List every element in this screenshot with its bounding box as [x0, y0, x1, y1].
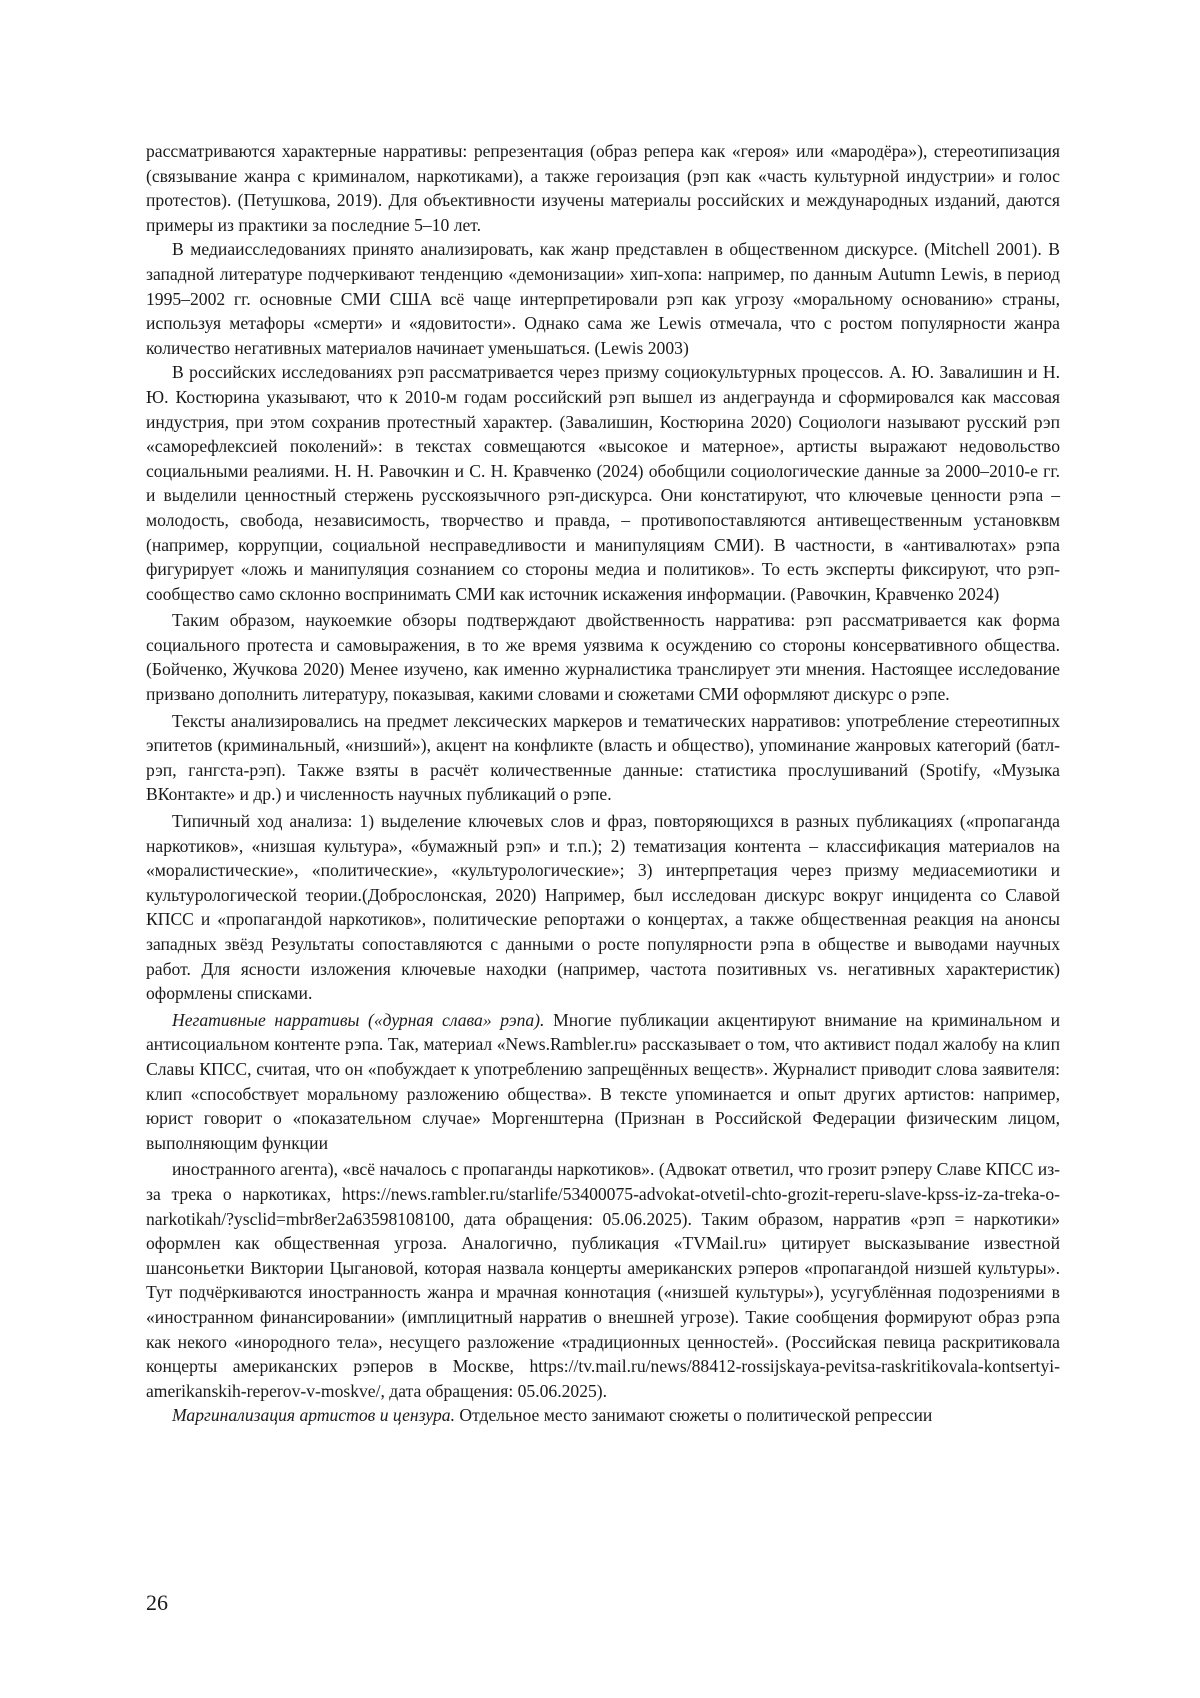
- paragraph-marginalization: [146, 1403, 1060, 1428]
- paragraph-media-research: [146, 237, 1060, 360]
- paragraph-lead-heading: Маргинализация артистов и цензура.: [172, 1405, 455, 1426]
- paragraph-russian-research: [146, 360, 1060, 606]
- paragraph-negative-narratives-continued: [146, 1157, 1060, 1403]
- paragraph-text: Отдельное место занимают сюжеты о политической репрессии: [454, 1405, 933, 1426]
- paragraph-text: Тексты анализировались на предмет лексических маркеров и тематических нарративов: употребление стереотипных эпитетов (криминальный, «низший»), акцент на конфликте (власть и общество), упоминание жанровых категорий (батл-рэп, гангста-рэп). Также взяты в расчёт количественные данные: статистика прослушиваний (Spotify, «Музыка ВКонтакте» и др.) и численность научных публикаций о рэпе.: [146, 710, 1060, 805]
- paragraph-summary: [146, 608, 1060, 706]
- paragraph-analysis: [146, 809, 1060, 1006]
- paragraph-text: рассматриваются характерные нарративы: репрезентация (образ репера как «героя» или «мародёра»), стереотипизация (связывание жанра с криминалом, наркотиками), а также героизация (рэп как «часть культурной индустрии» и голос протестов). (Петушкова, 2019). Для объективности изучены материалы российских и международных изданий, даются примеры из практики за последние 5–10 лет.: [146, 141, 1060, 235]
- page-number: 26: [146, 1590, 168, 1615]
- paragraph-negative-narratives: [146, 1008, 1060, 1156]
- paragraph-continued: [146, 139, 1060, 237]
- paragraph-text: В медиаисследованиях принято анализировать, как жанр представлен в общественном дискурсе. (Mitchell 2001). В западной литературе подчеркивают тенденцию «демонизации» хип-хопа: например, по данным Autumn Lewis, в период 1995–2002 гг. основные СМИ США всё чаще интерпретировали рэп как угрозу «моральному основанию» страны, используя метафоры «смерти» и «ядовитости». Однако сама же Lewis отмечала, что с ростом популярности жанра количество негативных материалов начинает уменьшаться. (Lewis 2003): [146, 239, 1060, 358]
- paragraph-text: Многие публикации акцентируют внимание на криминальном и антисоциальном контенте рэпа. Так, материал «News.Rambler.ru» рассказывает о том, что активист подал жалобу на клип Славы КПСС, считая, что он «побуждает к употреблению запрещённых веществ». Журналист приводит слова заявителя: клип «способствует моральному разложению общества». В тексте упоминается и опыт других артистов: например, юрист говорит о «показательном случае» Моргенштерна (Признан в Российской Федерации физическим лицом, выполняющим функции: [146, 1009, 1060, 1153]
- paragraph-methods: [146, 709, 1060, 807]
- paragraph-text: иностранного агента), «всё началось с пропаганды наркотиков». (Адвокат ответил, что грозит рэперу Славе КПСС из-за трека о наркотиках, https://news.rambler.ru/starlife/53400075-advokat-otvetil-chto-grozit-reperu-slave-kpss-iz-za-treka-o-narkotikah/?ysclid=mbr8er2a63598108100, дата обращения: 05.06.2025). Таким образом, нарратив «рэп = наркотики» оформлен как общественная угроза. Аналогично, публикация «TVMail.ru» цитирует высказывание известной шансоньетки Виктории Цыгановой, которая назвала концерты американских рэперов «пропагандой низшей культуры». Тут подчёркиваются иностранность жанра и мрачная коннотация («низшей культуры»), усугублённая подозрениями в «иностранном финансировании» (имплицитный нарратив о внешней угрозе). Такие сообщения формируют образ рэпа как некого «инородного тела», несущего разложение «традиционных ценностей». (Российская певица раскритиковала концерты американских рэперов в Москве, https://tv.mail.ru/news/88412-rossijskaya-pevitsa-raskritikovala-kontsertyi-amerikanskih-reperov-v-moskve/, дата обращения: 05.06.2025).: [146, 1159, 1060, 1401]
- paragraph-lead-heading: Негативные нарративы («дурная слава» рэпа).: [172, 1009, 545, 1030]
- body-text: [146, 139, 1060, 1428]
- paragraph-text: Таким образом, наукоемкие обзоры подтверждают двойственность нарратива: рэп рассматривается как форма социального протеста и самовыражения, в то же время уязвима к осуждению со стороны консервативного общества. (Бойченко, Жучкова 2020) Менее изучено, как именно журналистика транслирует эти мнения. Настоящее исследование призвано дополнить литературу, показывая, какими словами и сюжетами СМИ оформляют дискурс о рэпе.: [146, 610, 1060, 705]
- paragraph-text: В российских исследованиях рэп рассматривается через призму социокультурных процессов. А. Ю. Завалишин и Н. Ю. Костюрина указывают, что к 2010-м годам российский рэп вышел из андеграунда и сформировался как массовая индустрия, при этом сохранив протестный характер. (Завалишин, Костюрина 2020) Социологи называют русский рэп «саморефлексией поколений»: в текстах совмещаются «высокое и матерное», артисты выражают недовольство социальными реалиями. Н. Н. Равочкин и С. Н. Кравченко (2024) обобщили социологические данные за 2000–2010-е гг. и выделили ценностный стержень русскоязычного рэп-дискурса. Они констатируют, что ключевые ценности рэпа – молодость, свобода, независимость, творчество и правда, – противопоставляются антивещественным установквм (например, коррупции, социальной несправедливости и манипуляциям СМИ). В частности, в «антивалютах» рэпа фигурирует «ложь и манипуляция сознанием со стороны медиа и политиков». То есть эксперты фиксируют, что рэп-сообщество само склонно воспринимать СМИ как источник искажения информации. (Равочкин, Кравченко 2024): [146, 362, 1060, 604]
- paragraph-text: Типичный ход анализа: 1) выделение ключевых слов и фраз, повторяющихся в разных публикациях («пропаганда наркотиков», «низшая культура», «бумажный рэп» и т.п.); 2) тематизация контента – классификация материалов на «моралистические», «политические», «культурологические»; 3) интерпретация через призму медиасемиотики и культурологической теории.(Доброслонская, 2020) Например, был исследован дискурс вокруг инцидента со Славой КПСС и «пропагандой наркотиков», политические репортажи о концертах, а также общественная реакция на анонсы западных звёзд Результаты сопоставляются с данными о росте популярности рэпа в обществе и выводами научных работ. Для ясности изложения ключевые находки (например, частота позитивных vs. негативных характеристик) оформлены списками.: [146, 811, 1060, 1004]
